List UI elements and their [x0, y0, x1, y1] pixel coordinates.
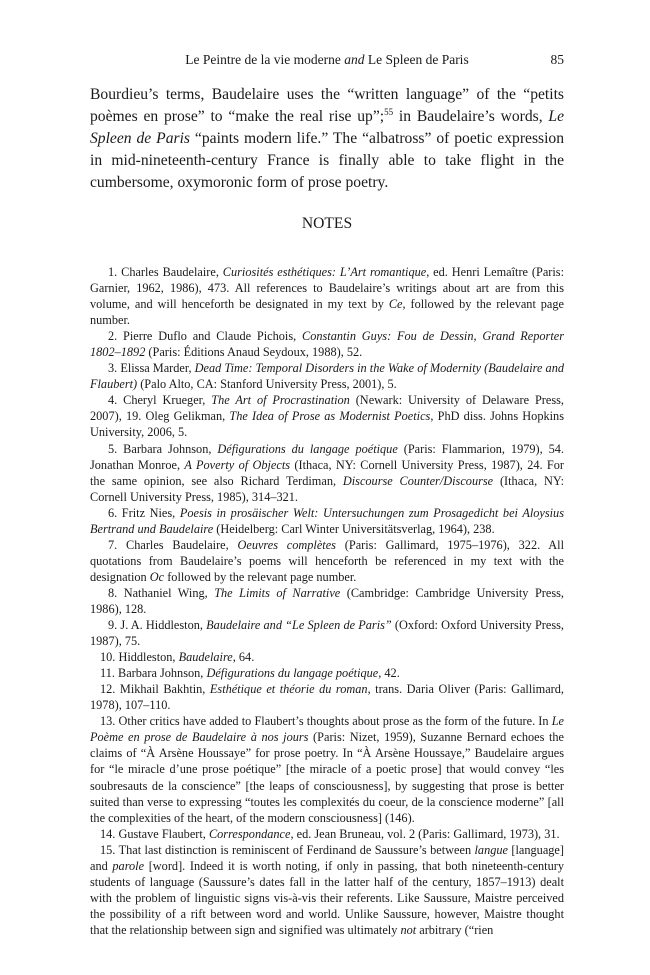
text-run: 1. Charles Baudelaire,: [108, 265, 223, 279]
italic-text: Oc: [149, 569, 165, 584]
note-item: [90, 537, 564, 585]
text-run: 2. Pierre Duflo and Claude Pichois,: [108, 329, 303, 344]
note-item: [90, 585, 564, 617]
text-run: 4. Cheryl Krueger,: [108, 393, 212, 408]
note-item: [90, 681, 564, 713]
text-run: , followed by the relevant page number.: [90, 297, 564, 328]
note-item: [90, 617, 564, 649]
italic-text: Défigurations du langage poétique: [206, 666, 379, 681]
note-item: [90, 360, 564, 392]
text-run: (Paris: Éditions Anaud Seydoux, 1988), 52.: [145, 345, 363, 360]
text-run: (Palo Alto, CA: Stanford University Press, 2001), 5.: [137, 377, 397, 392]
footnote-ref: 55: [384, 107, 394, 117]
note-item: [90, 264, 564, 328]
italic-text: Curiosités esthétiques: L’Art romantique: [222, 265, 427, 279]
text-run: [word]. Indeed it is worth noting, if only in passing, that both nineteenth-century students of language (Saussure’s dates fall in the latter half of the century, 1857–1913) dealt with the problem of linguistic signs vis-à-vis their referents. Like Saussure, Maistre perceived the possibility of a rift between word and world. Unlike Saussure, however, Maistre thought that the relationship between sign and signified was ultimately: [90, 858, 564, 937]
note-item: [90, 842, 564, 938]
running-title-part2: Le Spleen de Paris: [364, 52, 469, 67]
text-run: 5. Barbara Johnson,: [108, 441, 218, 456]
italic-text: langue: [474, 842, 508, 857]
text-run: , ed. Henri Lemaître (Paris: Garnier, 1962, 1986), 473. All references to Baudelaire’s writings about art are from this volume, and will henceforth be designated in my text by: [90, 265, 564, 312]
text-run: 11. Barbara Johnson,: [100, 666, 207, 681]
text-run: (Ithaca, NY: Cornell University Press, 1985), 314–321.: [90, 473, 565, 504]
italic-text: Esthétique et théorie du roman: [209, 682, 368, 697]
text-run: , 64.: [232, 650, 255, 665]
note-item: [90, 392, 564, 440]
text-run: , PhD diss. Johns Hopkins University, 2006, 5.: [90, 409, 564, 440]
text-run: in Baudelaire’s words,: [393, 108, 549, 125]
italic-text: The Limits of Narrative: [214, 585, 341, 600]
text-run: Bourdieu’s terms, Baudelaire uses the “written language” of the “petits poèmes en prose” to “make the real rise up”;: [90, 86, 564, 125]
text-run: 8. Nathaniel Wing,: [108, 585, 215, 600]
text-run: (Oxford: Oxford University Press, 1987), 75.: [90, 618, 564, 649]
text-run: , ed. Jean Bruneau, vol. 2 (Paris: Gallimard, 1973), 31.: [290, 826, 560, 841]
text-run: 6. Fritz Nies,: [108, 505, 180, 520]
text-run: 10. Hiddleston,: [100, 650, 179, 665]
italic-text: Correspondance: [208, 826, 291, 841]
italic-text: Constantin Guys: Fou de Dessin, Grand Reporter 1802–1892: [90, 329, 565, 360]
italic-text: The Idea of Prose as Modernist Poetics: [229, 409, 431, 424]
text-run: (Paris: Gallimard, 1975–1976), 322. All quotations from Baudelaire’s poems will henceforth be referenced in my text with the designation: [90, 537, 565, 584]
note-item: [90, 665, 564, 681]
text-run: [language] and: [90, 842, 564, 873]
text-run: 15. That last distinction is reminiscent of Ferdinand de Saussure’s between: [100, 842, 475, 857]
note-item: [90, 328, 564, 360]
italic-text: Discourse Counter/Discourse: [342, 473, 494, 488]
italic-text: Oeuvres complètes: [237, 537, 336, 552]
italic-text: Défigurations du langage poétique: [217, 441, 398, 456]
notes-list: [90, 264, 564, 938]
text-run: 13. Other critics have added to Flaubert’s thoughts about prose as the form of the future. In: [100, 714, 552, 729]
note-item: [90, 441, 564, 505]
text-run: (Ithaca, NY: Cornell University Press, 1987), 24. For the same opinion, see also Richard Terdiman,: [90, 457, 564, 488]
note-item: [90, 649, 564, 665]
running-head: [90, 52, 564, 68]
note-item: [90, 826, 564, 842]
text-run: , trans. Daria Oliver (Paris: Gallimard, 1978), 107–110.: [90, 682, 565, 713]
text-run: “paints modern life.” The “albatross” of poetic expression in mid-nineteenth-century France is finally able to take flight in the cumbersome, oxymoronic form of prose poetry.: [90, 130, 565, 191]
italic-text: not: [400, 922, 417, 937]
body-paragraph: [90, 84, 564, 194]
running-title-and: and: [344, 52, 365, 67]
italic-text: A Poverty of Objects: [184, 457, 291, 472]
italic-text: Dead Time: Temporal Disorders in the Wake of Modernity (Baudelaire and Flaubert): [90, 361, 564, 392]
italic-text: Baudelaire: [178, 650, 233, 665]
running-title: [90, 52, 564, 68]
text-run: (Heidelberg: Carl Winter Universitätsverlag, 1964), 238.: [213, 521, 495, 536]
text-run: (Paris: Flammarion, 1979), 54. Jonathan Monroe,: [90, 441, 565, 472]
text-run: followed by the relevant page number.: [164, 569, 357, 584]
text-run: (Cambridge: Cambridge University Press, 1986), 128.: [90, 585, 564, 616]
running-title-part1: Le Peintre de la vie moderne: [185, 52, 345, 67]
italic-text: Ce: [388, 297, 403, 312]
note-item: [90, 713, 564, 825]
text-run: 9. J. A. Hiddleston,: [108, 618, 207, 633]
italic-text: Le Spleen de Paris: [90, 108, 564, 147]
italic-text: Baudelaire and “Le Spleen de Paris”: [206, 618, 392, 633]
italic-text: Le Poème en prose de Baudelaire à nos jours: [90, 714, 564, 745]
text-run: (Newark: University of Delaware Press, 2007), 19. Oleg Gelikman,: [90, 393, 564, 424]
italic-text: Poesis in prosäischer Welt: Untersuchungen zum Prosagedicht bei Aloysius Bertrand und Baudelaire: [90, 505, 564, 536]
text-run: arbitrary (“rien: [416, 922, 494, 937]
note-item: [90, 505, 564, 537]
notes-heading: NOTES: [301, 215, 353, 232]
text-run: 12. Mikhail Bakhtin,: [100, 682, 210, 697]
page-number: 85: [550, 52, 564, 67]
italic-text: parole: [112, 858, 145, 873]
text-run: , 42.: [378, 666, 400, 681]
text-run: 7. Charles Baudelaire,: [108, 537, 238, 552]
text-run: 3. Elissa Marder,: [108, 361, 195, 376]
text-run: 14. Gustave Flaubert,: [100, 826, 209, 841]
text-run: (Paris: Nizet, 1959), Suzanne Bernard echoes the claims of “À Arsène Houssaye” for prose poetry. In “À Arsène Houssaye,” Baudelaire argues for “le miracle d’une prose poétique” [the miracle of a poetic prose] that would convey “les soubresauts de la conscience” [the leaps of consciousness], by suggesting that prose is better suited than verse to expressing “toutes les complexités du coeur, de la conscience moderne” [all the complexities of the heart, of the modern consciousness] (146).: [90, 730, 564, 825]
italic-text: The Art of Procrastination: [211, 393, 350, 408]
